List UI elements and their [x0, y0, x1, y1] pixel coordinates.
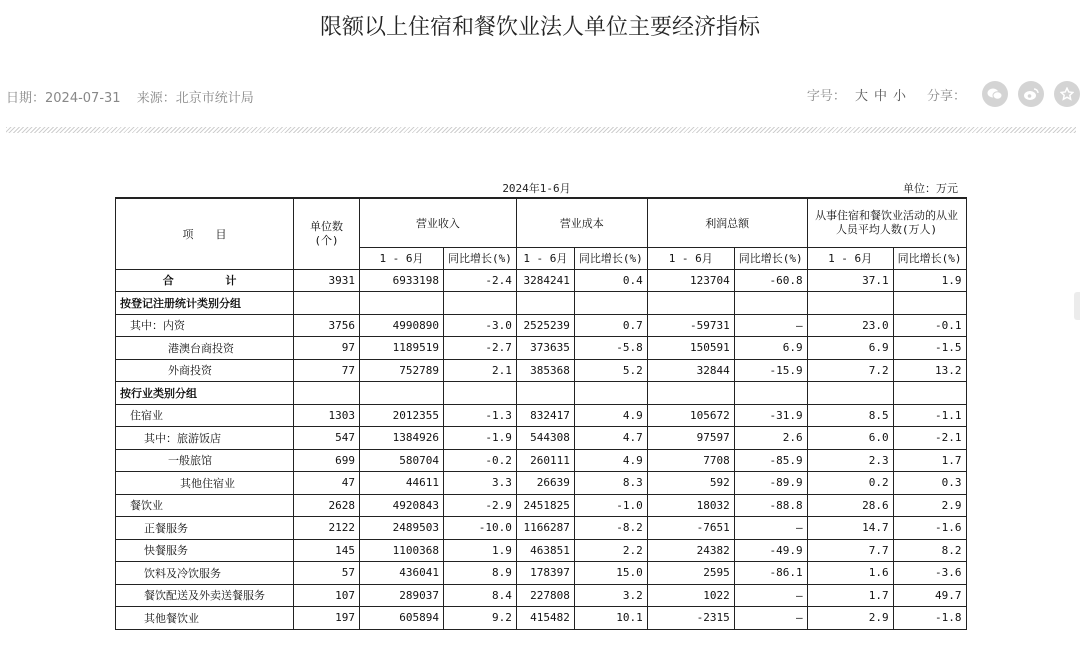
table-cell: 2122 [294, 517, 360, 540]
table-cell: 49.7 [893, 584, 966, 607]
table-cell: 1.6 [807, 562, 893, 585]
table-cell [574, 382, 647, 405]
table-cell: 32844 [647, 359, 734, 382]
table-row [116, 494, 967, 517]
table-row [116, 607, 967, 630]
row-label: 外商投资 [116, 359, 294, 382]
table-cell [294, 292, 360, 315]
table-cell: -0.1 [893, 314, 966, 337]
table-cell: 415482 [516, 607, 574, 630]
table-cell: — [734, 584, 807, 607]
table-cell: 26639 [516, 472, 574, 495]
table-cell [294, 382, 360, 405]
table-cell: 580704 [360, 449, 444, 472]
table-cell: 1.7 [807, 584, 893, 607]
row-label: 一般旅馆 [116, 449, 294, 472]
table-cell: 145 [294, 539, 360, 562]
table-cell [893, 382, 966, 405]
table-cell: -2.9 [444, 494, 517, 517]
table-cell: 107 [294, 584, 360, 607]
table-row [116, 382, 967, 405]
table-cell: 3284241 [516, 269, 574, 292]
table-cell: 105672 [647, 404, 734, 427]
table-cell: -89.9 [734, 472, 807, 495]
font-size-large-button[interactable]: 大 [854, 88, 868, 104]
table-cell: 9.2 [444, 607, 517, 630]
table-cell: -1.8 [893, 607, 966, 630]
table-cell: 4.9 [574, 449, 647, 472]
table-cell: 4990890 [360, 314, 444, 337]
font-size-label: 字号： [806, 88, 846, 104]
table-cell: 4920843 [360, 494, 444, 517]
table-row [116, 539, 967, 562]
table-cell: 0.7 [574, 314, 647, 337]
table-cell: -49.9 [734, 539, 807, 562]
table-cell: 260111 [516, 449, 574, 472]
table-cell: 5.2 [574, 359, 647, 382]
row-label: 其中：内资 [116, 314, 294, 337]
table-cell [516, 382, 574, 405]
subheader-profit-growth: 同比增长(%) [734, 247, 807, 269]
table-cell [647, 292, 734, 315]
row-label: 饮料及冷饮服务 [116, 562, 294, 585]
publish-date: 日期：2024-07-31 [6, 91, 121, 106]
table-cell: 2489503 [360, 517, 444, 540]
table-cell: 7708 [647, 449, 734, 472]
table-cell: 3.2 [574, 584, 647, 607]
font-size-small-button[interactable]: 小 [892, 88, 906, 104]
source-label: 来源：北京市统计局 [136, 91, 254, 106]
table-cell: 13.2 [893, 359, 966, 382]
table-cell: -3.6 [893, 562, 966, 585]
table-cell [647, 382, 734, 405]
table-cell: 592 [647, 472, 734, 495]
table-cell [360, 382, 444, 405]
table-cell: -1.6 [893, 517, 966, 540]
subheader-revenue-period: 1 - 6月 [360, 247, 444, 269]
subheader-employees-period: 1 - 6月 [807, 247, 893, 269]
table-cell: 1166287 [516, 517, 574, 540]
weibo-icon[interactable] [1018, 81, 1044, 107]
table-cell: 463851 [516, 539, 574, 562]
table-row [116, 472, 967, 495]
table-cell: 77 [294, 359, 360, 382]
table-cell: 2.9 [893, 494, 966, 517]
font-size-medium-button[interactable]: 中 [873, 88, 887, 104]
row-label: 正餐服务 [116, 517, 294, 540]
header-cost: 营业成本 [516, 198, 647, 247]
table-row [116, 337, 967, 360]
table-cell: 2.6 [734, 427, 807, 450]
table-row [116, 292, 967, 315]
table-cell: 6933198 [360, 269, 444, 292]
table-cell: 1100368 [360, 539, 444, 562]
row-label: 港澳台商投资 [116, 337, 294, 360]
row-label: 其他餐饮业 [116, 607, 294, 630]
table-cell: 0.2 [807, 472, 893, 495]
table-cell: -2.4 [444, 269, 517, 292]
table-cell: 752789 [360, 359, 444, 382]
table-cell: -1.9 [444, 427, 517, 450]
table-cell: 2595 [647, 562, 734, 585]
row-label: 其中：旅游饭店 [116, 427, 294, 450]
table-cell: -8.2 [574, 517, 647, 540]
table-cell: -7651 [647, 517, 734, 540]
table-row [116, 517, 967, 540]
indicator-table [115, 197, 967, 630]
table-cell: -59731 [647, 314, 734, 337]
table-cell: -1.0 [574, 494, 647, 517]
row-label: 其他住宿业 [116, 472, 294, 495]
table-cell: 37.1 [807, 269, 893, 292]
table-cell: 3.3 [444, 472, 517, 495]
table-cell: -2315 [647, 607, 734, 630]
table-cell: 7.7 [807, 539, 893, 562]
table-cell: 197 [294, 607, 360, 630]
table-cell: 14.7 [807, 517, 893, 540]
table-cell: -2.7 [444, 337, 517, 360]
row-label: 按登记注册统计类别分组 [116, 292, 294, 315]
table-cell: -86.1 [734, 562, 807, 585]
table-row [116, 314, 967, 337]
table-cell: -3.0 [444, 314, 517, 337]
table-cell: 8.9 [444, 562, 517, 585]
table-cell: -1.5 [893, 337, 966, 360]
wechat-icon[interactable] [982, 81, 1008, 107]
table-cell: 97 [294, 337, 360, 360]
table-cell: 7.2 [807, 359, 893, 382]
table-cell: 24382 [647, 539, 734, 562]
table-cell: 2.9 [807, 607, 893, 630]
table-cell: 8.2 [893, 539, 966, 562]
table-cell [807, 292, 893, 315]
subheader-profit-period: 1 - 6月 [647, 247, 734, 269]
subheader-revenue-growth: 同比增长(%) [444, 247, 517, 269]
table-cell: 178397 [516, 562, 574, 585]
header-units: 单位数 (个) [294, 198, 360, 269]
table-row [116, 449, 967, 472]
table-cell: 1.9 [893, 269, 966, 292]
table-row [116, 584, 967, 607]
header-profit: 利润总额 [647, 198, 807, 247]
table-cell: 123704 [647, 269, 734, 292]
table-cell: 6.0 [807, 427, 893, 450]
table-cell: 8.4 [444, 584, 517, 607]
table-cell: 3756 [294, 314, 360, 337]
table-cell [360, 292, 444, 315]
table-cell [893, 292, 966, 315]
table-cell: 8.5 [807, 404, 893, 427]
table-cell: -31.9 [734, 404, 807, 427]
table-cell: 2525239 [516, 314, 574, 337]
row-label: 快餐服务 [116, 539, 294, 562]
table-cell: 28.6 [807, 494, 893, 517]
header-divider [6, 127, 1076, 133]
table-cell: -60.8 [734, 269, 807, 292]
table-cell [734, 382, 807, 405]
table-cell: 2451825 [516, 494, 574, 517]
table-cell: 289037 [360, 584, 444, 607]
share-label: 分享： [926, 88, 966, 104]
table-cell [574, 292, 647, 315]
table-cell: 23.0 [807, 314, 893, 337]
table-cell: -2.1 [893, 427, 966, 450]
table-cell: 547 [294, 427, 360, 450]
table-cell [516, 292, 574, 315]
article-meta [6, 87, 266, 106]
table-cell: -1.1 [893, 404, 966, 427]
table-cell: 3931 [294, 269, 360, 292]
table-cell: 4.7 [574, 427, 647, 450]
article-tools [807, 80, 1080, 108]
table-cell: 47 [294, 472, 360, 495]
table-cell: 1.9 [444, 539, 517, 562]
table-cell: 699 [294, 449, 360, 472]
table-cell [444, 292, 517, 315]
table-cell: 2.3 [807, 449, 893, 472]
table-cell: -10.0 [444, 517, 517, 540]
table-cell: 15.0 [574, 562, 647, 585]
table-caption [115, 180, 958, 196]
table-cell: 2628 [294, 494, 360, 517]
table-cell: 8.3 [574, 472, 647, 495]
table-row [116, 269, 967, 292]
table-cell: 436041 [360, 562, 444, 585]
table-cell: 1303 [294, 404, 360, 427]
table-cell: -5.8 [574, 337, 647, 360]
table-cell: 2012355 [360, 404, 444, 427]
row-label: 餐饮业 [116, 494, 294, 517]
table-cell: 97597 [647, 427, 734, 450]
table-cell: -15.9 [734, 359, 807, 382]
table-cell: 4.9 [574, 404, 647, 427]
table-cell: — [734, 517, 807, 540]
table-cell: 6.9 [807, 337, 893, 360]
row-label: 餐饮配送及外卖送餐服务 [116, 584, 294, 607]
table-cell: 2.2 [574, 539, 647, 562]
table-row [116, 562, 967, 585]
table-cell: — [734, 314, 807, 337]
table-cell: 57 [294, 562, 360, 585]
subheader-cost-growth: 同比增长(%) [574, 247, 647, 269]
table-cell [444, 382, 517, 405]
table-cell: 0.4 [574, 269, 647, 292]
table-cell: 1.7 [893, 449, 966, 472]
table-cell: 1189519 [360, 337, 444, 360]
table-cell: 544308 [516, 427, 574, 450]
row-label: 合 计 [116, 269, 294, 292]
table-cell: 385368 [516, 359, 574, 382]
page-title: 限额以上住宿和餐饮业法人单位主要经济指标 [319, 15, 760, 40]
table-cell: 44611 [360, 472, 444, 495]
table-cell [807, 382, 893, 405]
table-cell: 10.1 [574, 607, 647, 630]
table-cell: -88.8 [734, 494, 807, 517]
table-cell: 1022 [647, 584, 734, 607]
subheader-cost-period: 1 - 6月 [516, 247, 574, 269]
table-period: 2024年1-6月 [502, 182, 571, 195]
table-cell: -0.2 [444, 449, 517, 472]
row-label: 按行业类别分组 [116, 382, 294, 405]
table-cell: 18032 [647, 494, 734, 517]
table-unit: 单位：万元 [903, 182, 958, 195]
table-cell: 373635 [516, 337, 574, 360]
side-scroll-handle[interactable] [1074, 292, 1080, 320]
table-cell: 6.9 [734, 337, 807, 360]
header-item: 项 目 [116, 198, 294, 269]
table-cell: 0.3 [893, 472, 966, 495]
table-cell [734, 292, 807, 315]
table-cell: -1.3 [444, 404, 517, 427]
table-cell: 1384926 [360, 427, 444, 450]
header-revenue: 营业收入 [360, 198, 517, 247]
table-row [116, 359, 967, 382]
table-cell: 150591 [647, 337, 734, 360]
table-cell: 605894 [360, 607, 444, 630]
table-row [116, 427, 967, 450]
table-cell: 2.1 [444, 359, 517, 382]
table-cell: 832417 [516, 404, 574, 427]
header-employees: 从事住宿和餐饮业活动的从业人员平均人数(万人) [807, 198, 966, 247]
table-cell: 227808 [516, 584, 574, 607]
row-label: 住宿业 [116, 404, 294, 427]
subheader-employees-growth: 同比增长(%) [893, 247, 966, 269]
favorite-icon[interactable] [1054, 81, 1080, 107]
table-row [116, 404, 967, 427]
table-cell: -85.9 [734, 449, 807, 472]
table-cell: — [734, 607, 807, 630]
